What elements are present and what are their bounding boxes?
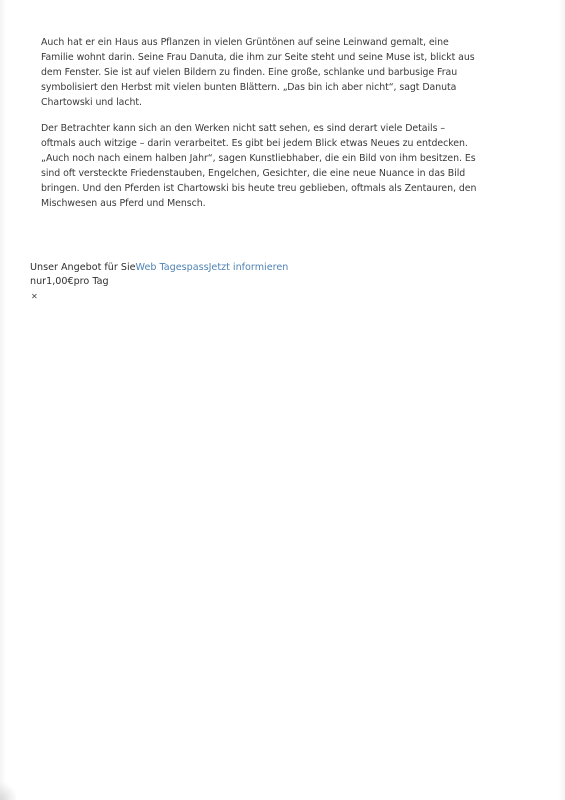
offer-price-line [30,275,430,289]
article-paragraph-1: Auch hat er ein Haus aus Pflanzen in vielen Grüntönen auf seine Leinwand gemalt, eine Familie wohnt darin. Seine Frau Danuta, die ihm zur Seite steht und seine Muse ist, blickt aus dem Fenster. Sie ist auf vielen Bildern zu finden. Eine große, schlanke und barbusige Frau symbolisiert den Herbst mit vielen bunten Blättern. „Das bin ich aber nicht“, sagt Danuta Chartowski und lacht. [41,37,475,108]
offer-cta-link[interactable]: Jetzt informieren [208,262,289,273]
price-prefix: nur [30,276,47,287]
price-suffix: pro Tag [73,276,109,287]
offer-intro: Unser Angebot für Sie [30,262,136,273]
article-paragraph-2: Der Betrachter kann sich an den Werken nicht satt sehen, es sind derart viele Details – oftmals auch witzige – darin verarbeitet. Es gibt bei jedem Blick etwas Neues zu entdecken. „Auch noch nach einem halben Jahr“, sagen Kunstliebhaber, die ein Bild von ihm besitzen. Es sind oft versteckte Friedenstauben, Engelchen, Gesichter, die eine neue Nuance in das Bild bringen. Und den Pferden ist Chartowski bis heute treu geblieben, oftmals als Zentauren, den Mischwesen aus Pferd und Mensch. [41,123,477,209]
price-value: 1,00€ [46,276,74,287]
close-icon[interactable]: ✕ [31,292,38,301]
article-body [41,35,481,222]
scan-shadow [0,770,16,800]
offer-box [30,261,430,289]
offer-product-link[interactable]: Web Tagespass [135,262,209,273]
offer-headline [30,261,430,275]
